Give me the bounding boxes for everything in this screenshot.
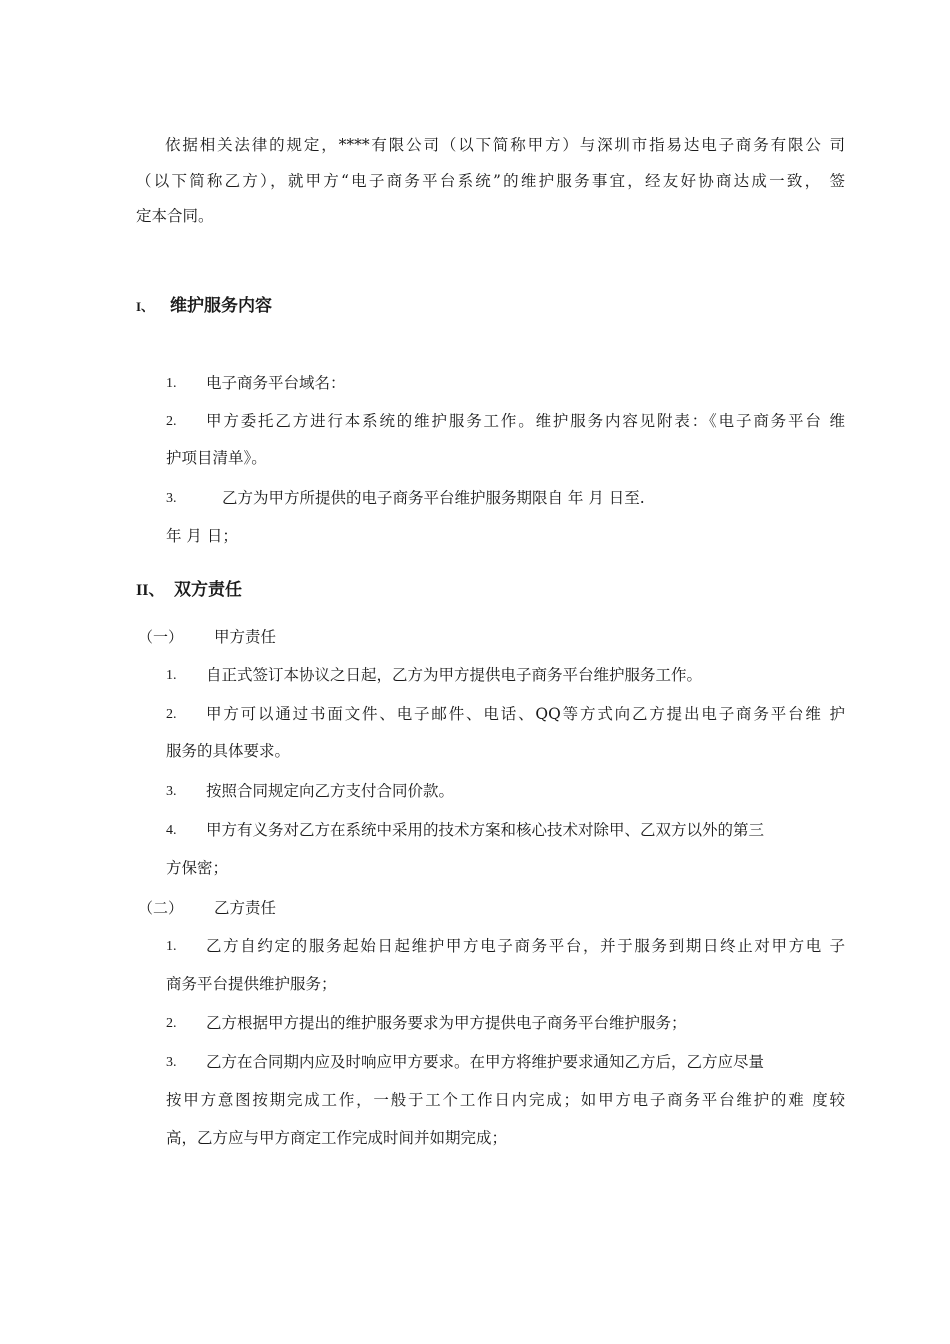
b-item-3-line-3: 高，乙方应与甲方商定工作完成时间并如期完成； (166, 1129, 508, 1147)
a-item-4-line-1: 甲方有义务对乙方在系统中采用的技术方案和核心技术对除甲、乙双方以外的第三 (206, 821, 765, 839)
s1-item-2-number: 2. (166, 414, 177, 429)
section-2-heading (136, 579, 242, 602)
b-item-2-text: 乙方根据甲方提出的维护服务要求为甲方提供电子商务平台维护服务； (206, 1014, 687, 1032)
intro-line-3: 定本合同。 (136, 207, 214, 225)
s1-item-2-line-2: 护项目清单》。 (166, 449, 267, 467)
s1-item-2-line-1: 甲方委托乙方进行本系统的维护服务工作。维护服务内容见附表：《电子商务平台 维 (206, 412, 845, 430)
section-1-number: I、 (136, 299, 155, 314)
a-item-4-number: 4. (166, 823, 177, 838)
party-a-label-number: （一） (138, 628, 184, 646)
intro-line-1: 依据相关法律的规定，****有限公司（以下简称甲方）与深圳市指易达电子商务有限公 司 (165, 136, 845, 154)
party-b-label-number: （二） (138, 899, 184, 917)
b-item-1-line-1: 乙方自约定的服务起始日起维护甲方电子商务平台，并于服务到期日终止对甲方电 子 (206, 937, 845, 955)
intro-line-2: （以下简称乙方），就甲方“电子商务平台系统”的维护服务事宜，经友好协商达成一致， 签 (136, 172, 845, 190)
b-item-3-line-2: 按甲方意图按期完成工作，一般于工个工作日内完成；如甲方电子商务平台维护的难 度较 (166, 1091, 845, 1109)
b-item-3-number: 3. (166, 1055, 177, 1070)
b-item-1-number: 1. (166, 939, 177, 954)
section-1-heading (136, 295, 272, 318)
a-item-4-line-2: 方保密； (166, 859, 229, 877)
s1-item-3-number: 3. (166, 491, 177, 506)
section-2-number: II、 (136, 582, 165, 599)
a-item-3-text: 按照合同规定向乙方支付合同价款。 (206, 782, 455, 800)
a-item-1-number: 1. (166, 668, 177, 683)
a-item-2-line-1: 甲方可以通过书面文件、电子邮件、电话、QQ等方式向乙方提出电子商务平台维 护 (206, 705, 845, 723)
b-item-3-line-1: 乙方在合同期内应及时响应甲方要求。在甲方将维护要求通知乙方后，乙方应尽量 (206, 1053, 765, 1071)
section-2-title: 双方责任 (174, 580, 242, 600)
section-1-title: 维护服务内容 (170, 296, 272, 316)
s1-item-1-number: 1. (166, 376, 177, 391)
a-item-1-text: 自正式签订本协议之日起，乙方为甲方提供电子商务平台维护服务工作。 (206, 666, 703, 684)
a-item-2-number: 2. (166, 707, 177, 722)
a-item-3-number: 3. (166, 784, 177, 799)
party-b-label: 乙方责任 (214, 899, 277, 917)
b-item-2-number: 2. (166, 1016, 177, 1031)
s1-item-3-line-1: 乙方为甲方所提供的电子商务平台维护服务期限自 年 月 日至. (222, 489, 645, 507)
s1-item-3-line-2: 年 月 日； (166, 527, 238, 545)
a-item-2-line-2: 服务的具体要求。 (166, 742, 291, 760)
s1-item-1-text: 电子商务平台域名： (206, 374, 346, 392)
b-item-1-line-2: 商务平台提供维护服务； (166, 975, 337, 993)
party-a-label: 甲方责任 (214, 628, 277, 646)
